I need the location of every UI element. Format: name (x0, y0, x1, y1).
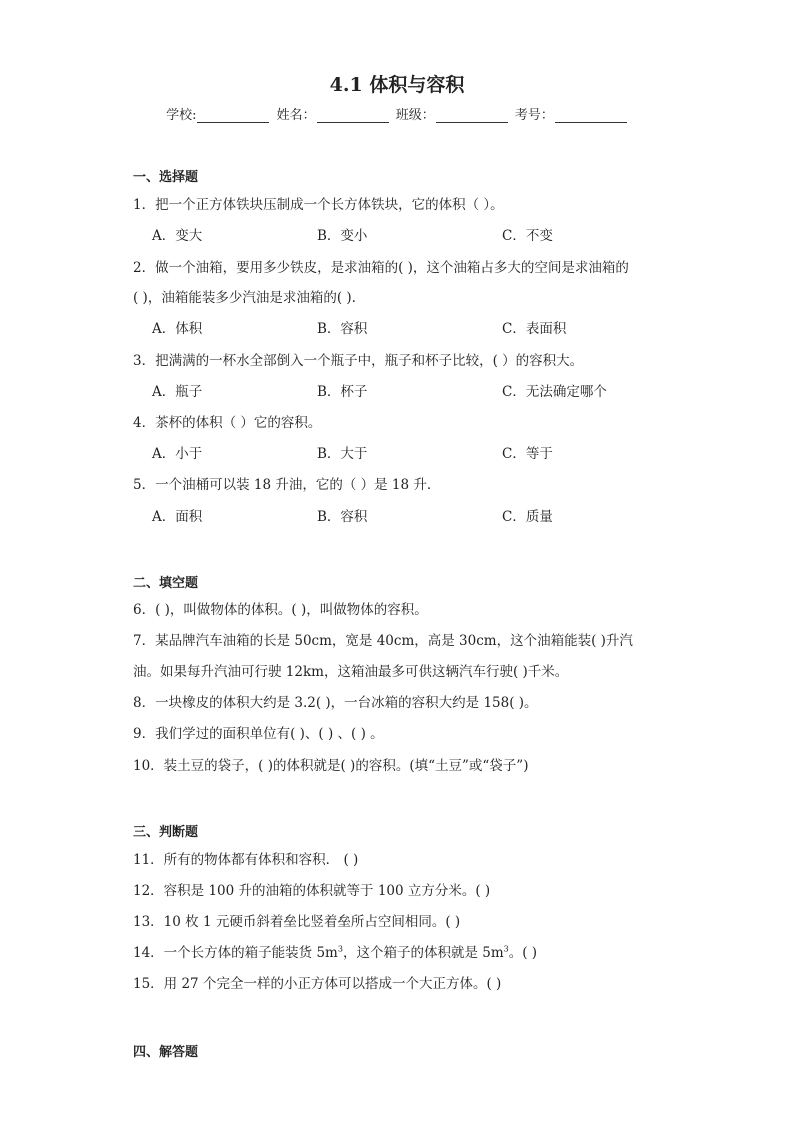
q2-option-a: A．体积 (152, 321, 203, 337)
section-choice-heading: 一、选择题 (133, 170, 199, 185)
q5-option-b: B．容积 (317, 509, 368, 525)
question-11: 11．所有的物体都有体积和容积． ( ) (133, 852, 359, 868)
question-7-cont: 油。如果每升汽油可行驶 12km，这箱油最多可供这辆汽车行驶( )千米。 (133, 664, 569, 680)
question-2-cont: ( )，油箱能装多少汽油是求油箱的( ). (133, 290, 356, 306)
q5-option-c: C．质量 (502, 509, 553, 525)
name-label: 姓名： (276, 108, 316, 123)
question-14 (133, 941, 537, 961)
q14-superscript-2: 3 (503, 944, 509, 954)
question-6: 6．( )，叫做物体的体积。( )，叫做物体的容积。 (133, 602, 428, 618)
q1-option-a: A．变大 (152, 228, 203, 244)
q14-part-a: 14．一个长方体的箱子能装货 5m (133, 945, 338, 961)
q3-option-c: C．无法确定哪个 (502, 384, 607, 400)
question-4: 4．茶杯的体积（ ）它的容积。 (133, 415, 322, 431)
exam-number-label: 考号： (514, 108, 554, 123)
question-7: 7．某品牌汽车油箱的长是 50cm，宽是 40cm，高是 30cm，这个油箱能装( )升汽 (133, 633, 633, 649)
name-field[interactable] (317, 109, 389, 123)
section-judge-heading: 三、判断题 (133, 825, 199, 840)
q4-option-c: C．等于 (502, 446, 553, 462)
q1-option-b: B．变小 (317, 228, 368, 244)
student-info-line (0, 104, 794, 123)
q1-option-c: C．不变 (502, 228, 553, 244)
question-15: 15．用 27 个完全一样的小正方体可以搭成一个大正方体。( ) (133, 976, 502, 992)
page-title: 4.1 体积与容积 (329, 74, 465, 96)
section-answer-heading: 四、解答题 (133, 1045, 199, 1060)
question-8: 8．一块橡皮的体积大约是 3.2( )，一台冰箱的容积大约是 158( )。 (133, 695, 538, 711)
q14-part-b: ，这个箱子的体积就是 5m (342, 945, 504, 961)
question-2: 2．做一个油箱，要用多少铁皮，是求油箱的( )，这个油箱占多大的空间是求油箱的 (133, 260, 629, 276)
class-field[interactable] (436, 109, 508, 123)
question-3: 3．把满满的一杯水全部倒入一个瓶子中，瓶子和杯子比较，( ）的容积大。 (133, 353, 584, 369)
q3-option-a: A．瓶子 (152, 384, 203, 400)
q2-option-b: B．容积 (317, 321, 368, 337)
q3-option-b: B．杯子 (317, 384, 368, 400)
school-label: 学校: (166, 108, 197, 123)
question-12: 12．容积是 100 升的油箱的体积就等于 100 立方分米。( ) (133, 883, 491, 899)
exam-number-field[interactable] (555, 109, 627, 123)
question-5: 5．一个油桶可以装 18 升油，它的（ ）是 18 升． (133, 477, 441, 493)
class-label: 班级： (395, 108, 435, 123)
q14-superscript-1: 3 (337, 944, 343, 954)
q4-option-b: B．大于 (317, 446, 368, 462)
school-field[interactable] (197, 109, 269, 123)
q2-option-c: C．表面积 (502, 321, 567, 337)
question-13: 13．10 枚 1 元硬币斜着垒比竖着垒所占空间相同。( ) (133, 914, 461, 930)
question-1: 1．把一个正方体铁块压制成一个长方体铁块，它的体积（ ）。 (133, 197, 504, 213)
q14-part-c: 。( ) (508, 945, 538, 961)
q4-option-a: A．小于 (152, 446, 203, 462)
section-fill-heading: 二、填空题 (133, 576, 199, 591)
q5-option-a: A．面积 (152, 509, 203, 525)
question-9: 9．我们学过的面积单位有( )、( ) 、( ) 。 (133, 726, 384, 742)
question-10: 10．装土豆的袋子，( )的体积就是( )的容积。(填“土豆”或“袋子”) (133, 758, 529, 774)
